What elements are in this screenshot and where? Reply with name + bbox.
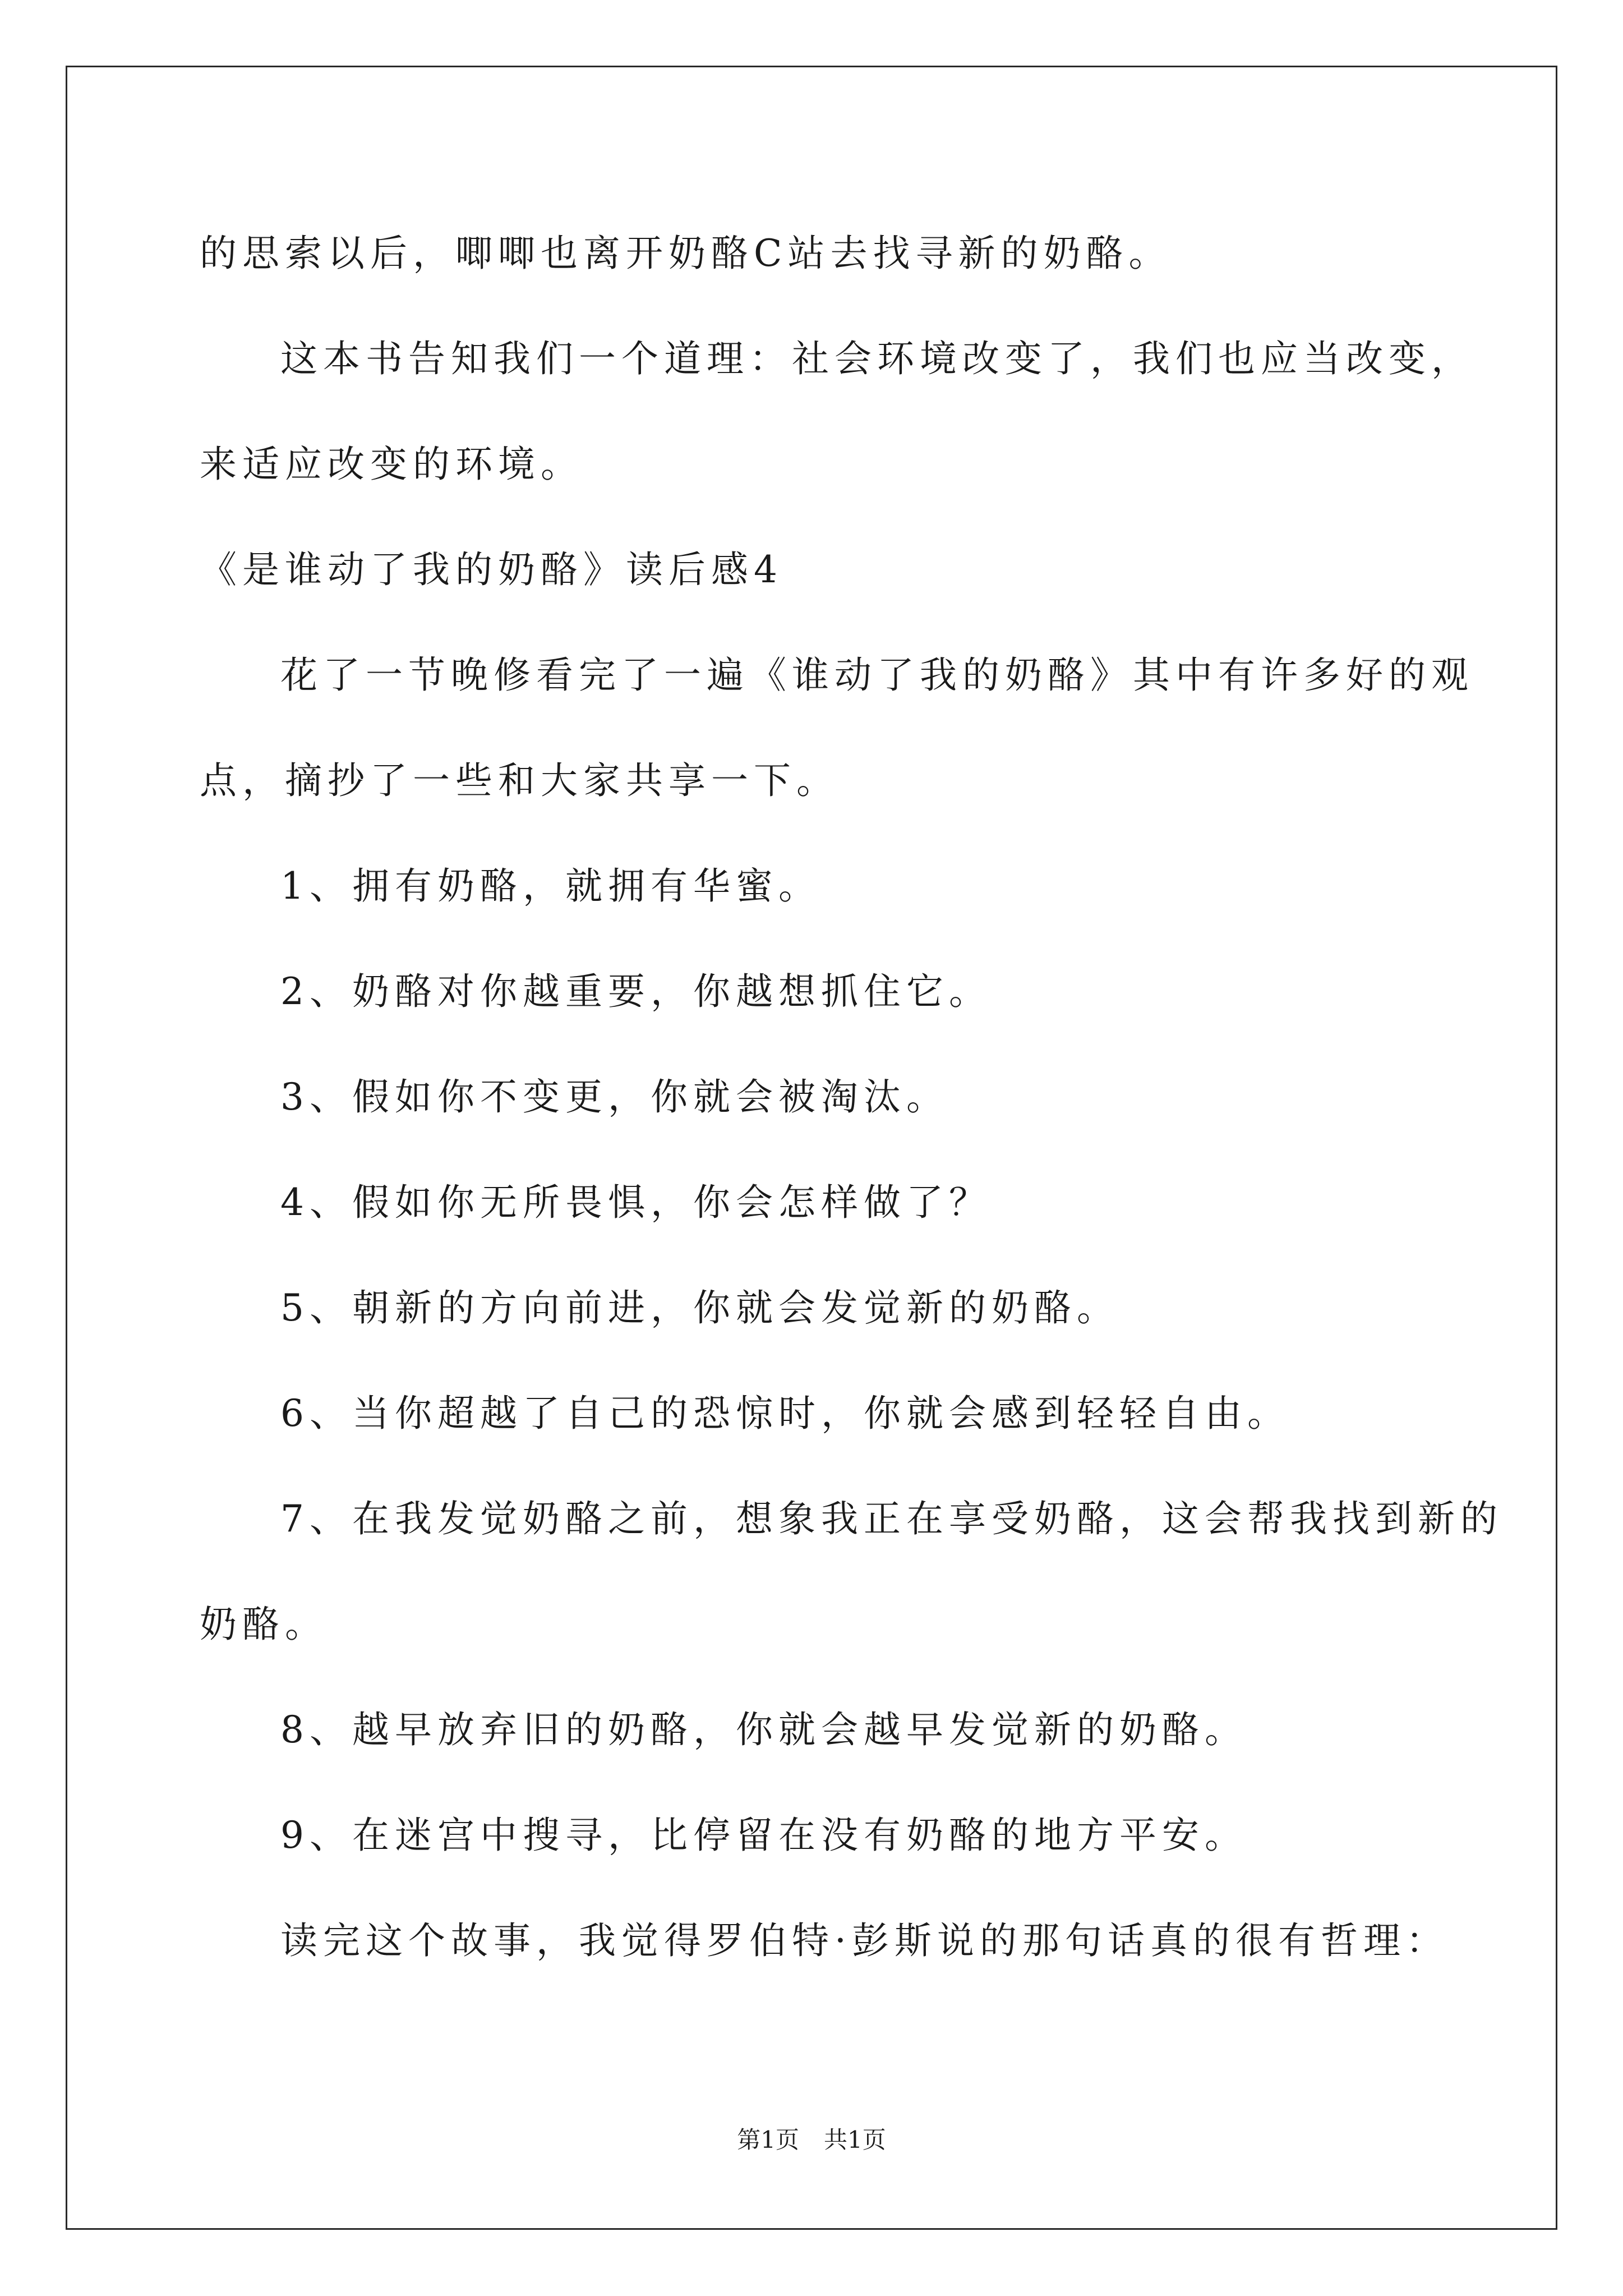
section-heading: 《是谁动了我的奶酪》读后感4 [200, 548, 783, 591]
paragraph-line: 来适应改变的环境。 [200, 443, 583, 486]
paragraph-line: 读完这个故事，我觉得罗伯特·彭斯说的那句话真的很有哲理： [280, 1919, 1449, 1962]
paragraph-line: 花了一节晚修看完了一遍《谁动了我的奶酪》其中有许多好的观 [280, 654, 1474, 697]
list-item: 7、在我发觉奶酪之前，想象我正在享受奶酪，这会帮我找到新的 [280, 1497, 1503, 1540]
paragraph-line: 点，摘抄了一些和大家共享一下。 [200, 759, 839, 802]
page-total: 共1页 [824, 2126, 886, 2154]
list-item: 2、奶酪对你越重要，你越想抓住它。 [280, 970, 992, 1013]
paragraph-line: 的思索以后，唧唧也离开奶酪C站去找寻新的奶酪。 [200, 232, 1172, 275]
list-item: 8、越早放弃旧的奶酪，你就会越早发觉新的奶酪。 [280, 1708, 1247, 1751]
list-item: 1、拥有奶酪，就拥有华蜜。 [280, 864, 821, 908]
list-item: 4、假如你无所畏惧，你会怎样做了？ [280, 1181, 992, 1224]
page-number: 第1页 [737, 2126, 799, 2154]
list-item: 3、假如你不变更，你就会被淘汰。 [280, 1075, 949, 1119]
page-footer [0, 2126, 1623, 2154]
paragraph-line: 这本书告知我们一个道理：社会环境改变了，我们也应当改变， [280, 337, 1474, 380]
list-item-continuation: 奶酪。 [200, 1603, 328, 1646]
page-border [66, 66, 1557, 2230]
list-item: 5、朝新的方向前进，你就会发觉新的奶酪。 [280, 1286, 1119, 1329]
list-item: 6、当你超越了自己的恐惊时，你就会感到轻轻自由。 [280, 1392, 1290, 1435]
list-item: 9、在迷宫中搜寻，比停留在没有奶酪的地方平安。 [280, 1814, 1247, 1857]
